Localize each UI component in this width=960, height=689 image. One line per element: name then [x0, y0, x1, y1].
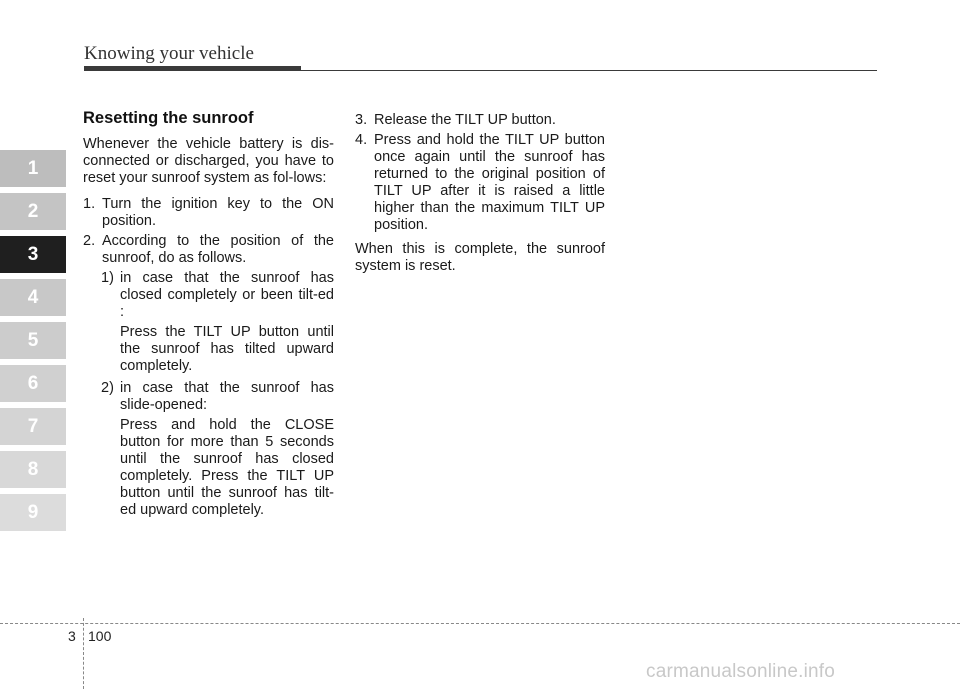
chapter-tab-9[interactable]: 9 [0, 494, 66, 531]
header-rule-thin [300, 70, 877, 71]
step-number: 3. [355, 112, 368, 128]
watermark: carmanualsonline.info [646, 661, 836, 682]
chapter-tabs [0, 150, 66, 537]
step-1 [83, 196, 334, 230]
footer-divider [83, 618, 84, 689]
substep-number: 2) [101, 380, 114, 396]
step-3 [355, 112, 605, 129]
substep-2 [83, 380, 334, 414]
chapter-tab-4[interactable]: 4 [0, 279, 66, 316]
footer-chapter-number: 3 [68, 628, 76, 644]
substep-1-instruction: Press the TILT UP button until the sunroof has tilted upward completely. [120, 324, 334, 374]
section-title: Resetting the sunroof [83, 109, 254, 127]
step-2 [83, 233, 334, 267]
step-text: According to the position of the sunroof, do as follows. [102, 233, 334, 266]
step-text: Press and hold the TILT UP button once again until the sunroof has returned to the original position of TILT UP after it is raised a little higher than the maximum TILT UP position. [374, 132, 605, 233]
step-4 [355, 132, 605, 234]
step-number: 1. [83, 196, 96, 212]
substep-text: in case that the sunroof has slide-opened: [120, 380, 334, 413]
step-text: Turn the ignition key to the ON position. [102, 196, 334, 229]
footer-page-number: 100 [88, 628, 112, 644]
chapter-tab-8[interactable]: 8 [0, 451, 66, 488]
substep-text: in case that the sunroof has closed completely or been tilt-ed : [120, 270, 334, 320]
step-number: 4. [355, 132, 368, 148]
conclusion-paragraph: When this is complete, the sunroof system is reset. [355, 241, 605, 274]
substep-1 [83, 270, 334, 321]
chapter-tab-3[interactable]: 3 [0, 236, 66, 273]
chapter-tab-7[interactable]: 7 [0, 408, 66, 445]
chapter-tab-2[interactable]: 2 [0, 193, 66, 230]
step-number: 2. [83, 233, 96, 249]
substep-number: 1) [101, 270, 114, 286]
right-column [355, 112, 605, 284]
header-rule-thick [84, 66, 301, 71]
chapter-tab-1[interactable]: 1 [0, 150, 66, 187]
footer-rule [0, 623, 960, 624]
chapter-tab-6[interactable]: 6 [0, 365, 66, 402]
step-text: Release the TILT UP button. [374, 112, 556, 128]
intro-paragraph: Whenever the vehicle battery is dis-connected or discharged, you have to reset your sunroof system as fol-lows: [83, 136, 334, 186]
chapter-tab-5[interactable]: 5 [0, 322, 66, 359]
page-header-title: Knowing your vehicle [84, 43, 254, 64]
substep-2-instruction: Press and hold the CLOSE button for more than 5 seconds until the sunroof has closed completely. Press the TILT UP button until the sunroof has tilt-ed upward completely. [120, 417, 334, 518]
left-column [83, 110, 334, 524]
